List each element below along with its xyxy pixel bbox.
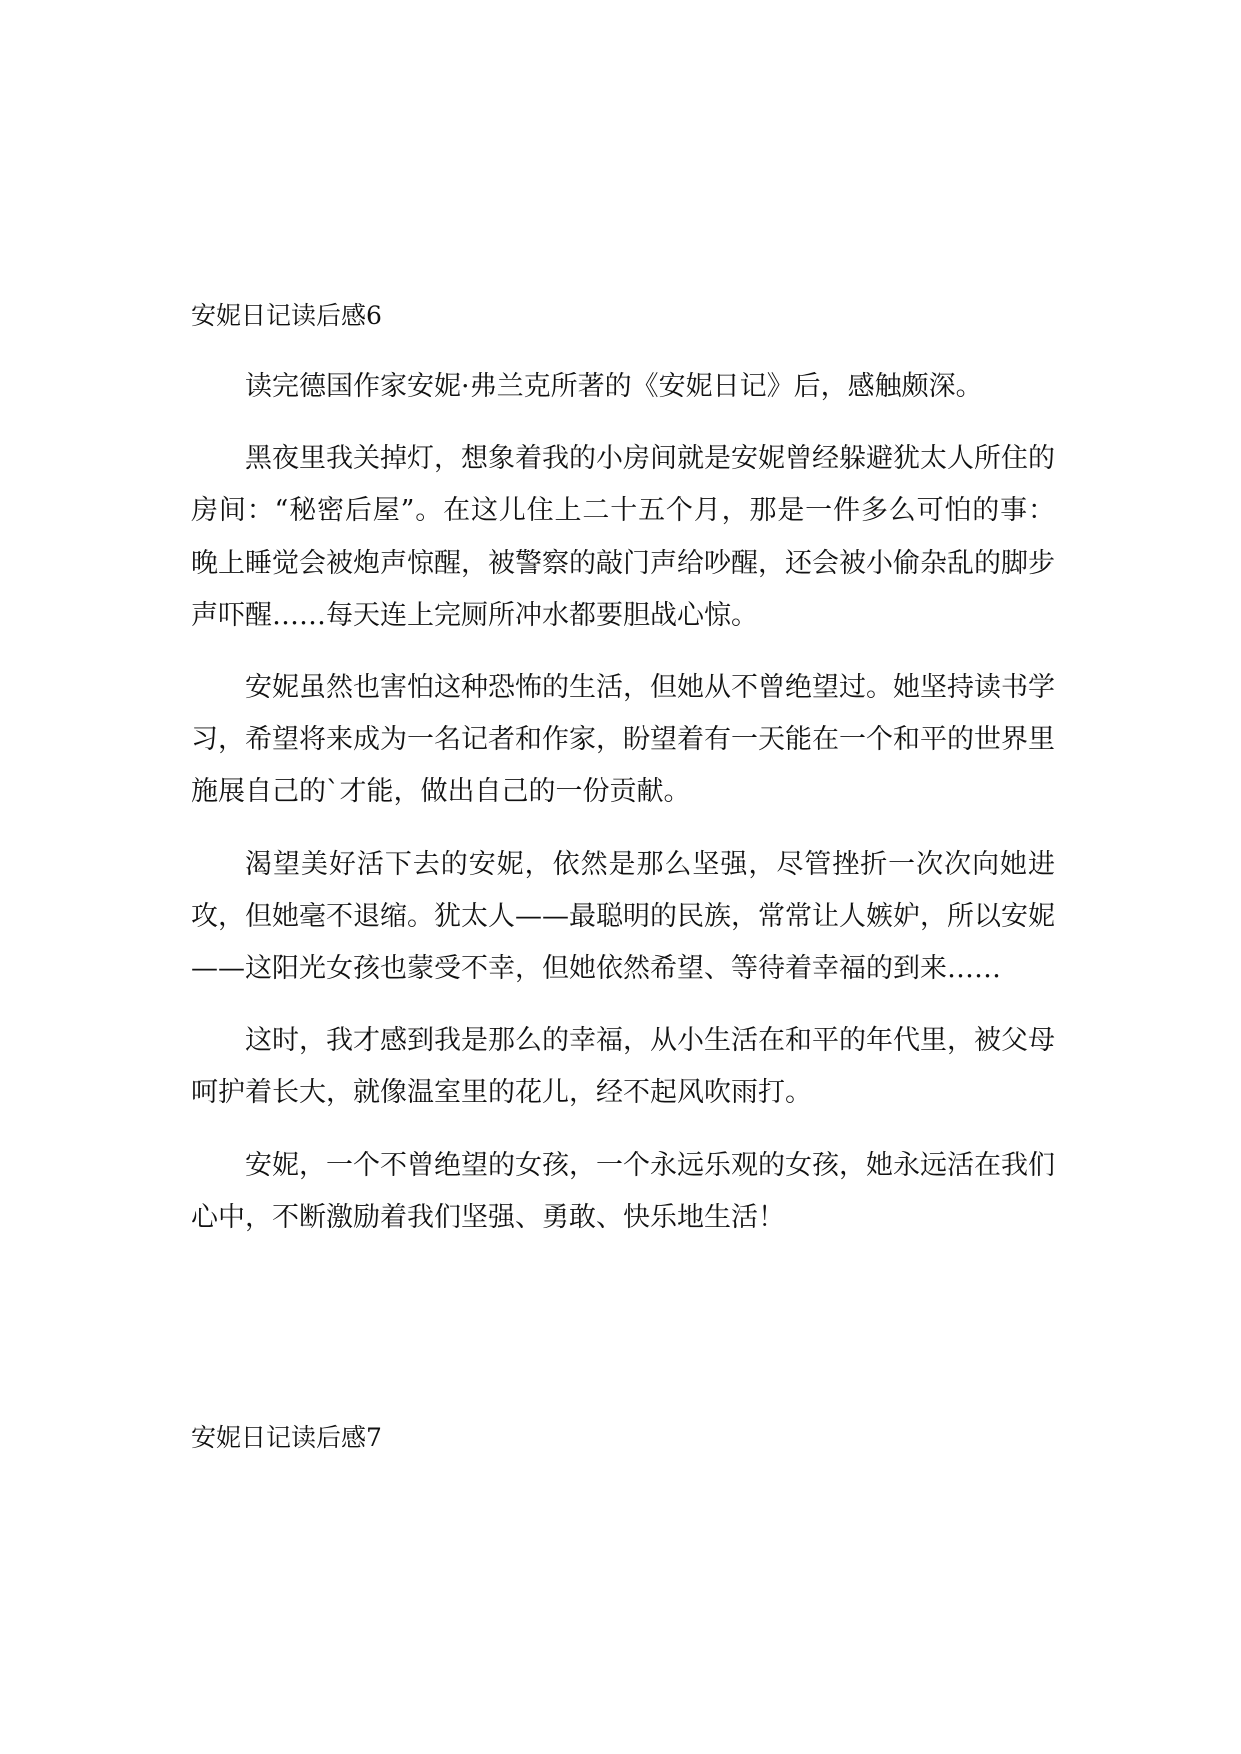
- document-body: [191, 290, 1055, 1464]
- paragraph: 黑夜里我关掉灯，想象着我的小房间就是安妮曾经躲避犹太人所住的房间：“秘密后屋”。在这儿住上二十五个月，那是一件多么可怕的事：晚上睡觉会被炮声惊醒，被警察的敲门声给吵醒，还会被小偷杂乱的脚步声吓醒……每天连上完厕所冲水都要胆战心惊。: [191, 443, 1055, 631]
- paragraph: 渴望美好活下去的安妮，依然是那么坚强，尽管挫折一次次向她进攻，但她毫不退缩。犹太人——最聪明的民族，常常让人嫉妒，所以安妮——这阳光女孩也蒙受不幸，但她依然希望、等待着幸福的到来……: [191, 848, 1055, 985]
- paragraph: 读完德国作家安妮·弗兰克所著的《安妮日记》后，感触颇深。: [245, 371, 983, 402]
- paragraph: 这时，我才感到我是那么的幸福，从小生活在和平的年代里，被父母呵护着长大，就像温室里的花儿，经不起风吹雨打。: [191, 1025, 1055, 1109]
- section-heading-6: 安妮日记读后感6: [191, 301, 382, 330]
- paragraph: 安妮，一个不曾绝望的女孩，一个永远乐观的女孩，她永远活在我们心中，不断激励着我们坚强、勇敢、快乐地生活！: [191, 1149, 1055, 1233]
- paragraph: 安妮虽然也害怕这种恐怖的生活，但她从不曾绝望过。她坚持读书学习，希望将来成为一名记者和作家，盼望着有一天能在一个和平的世界里施展自己的`才能，做出自己的一份贡献。: [191, 672, 1055, 808]
- section-heading-7: 安妮日记读后感7: [191, 1423, 382, 1453]
- section-gap: [191, 1264, 1055, 1412]
